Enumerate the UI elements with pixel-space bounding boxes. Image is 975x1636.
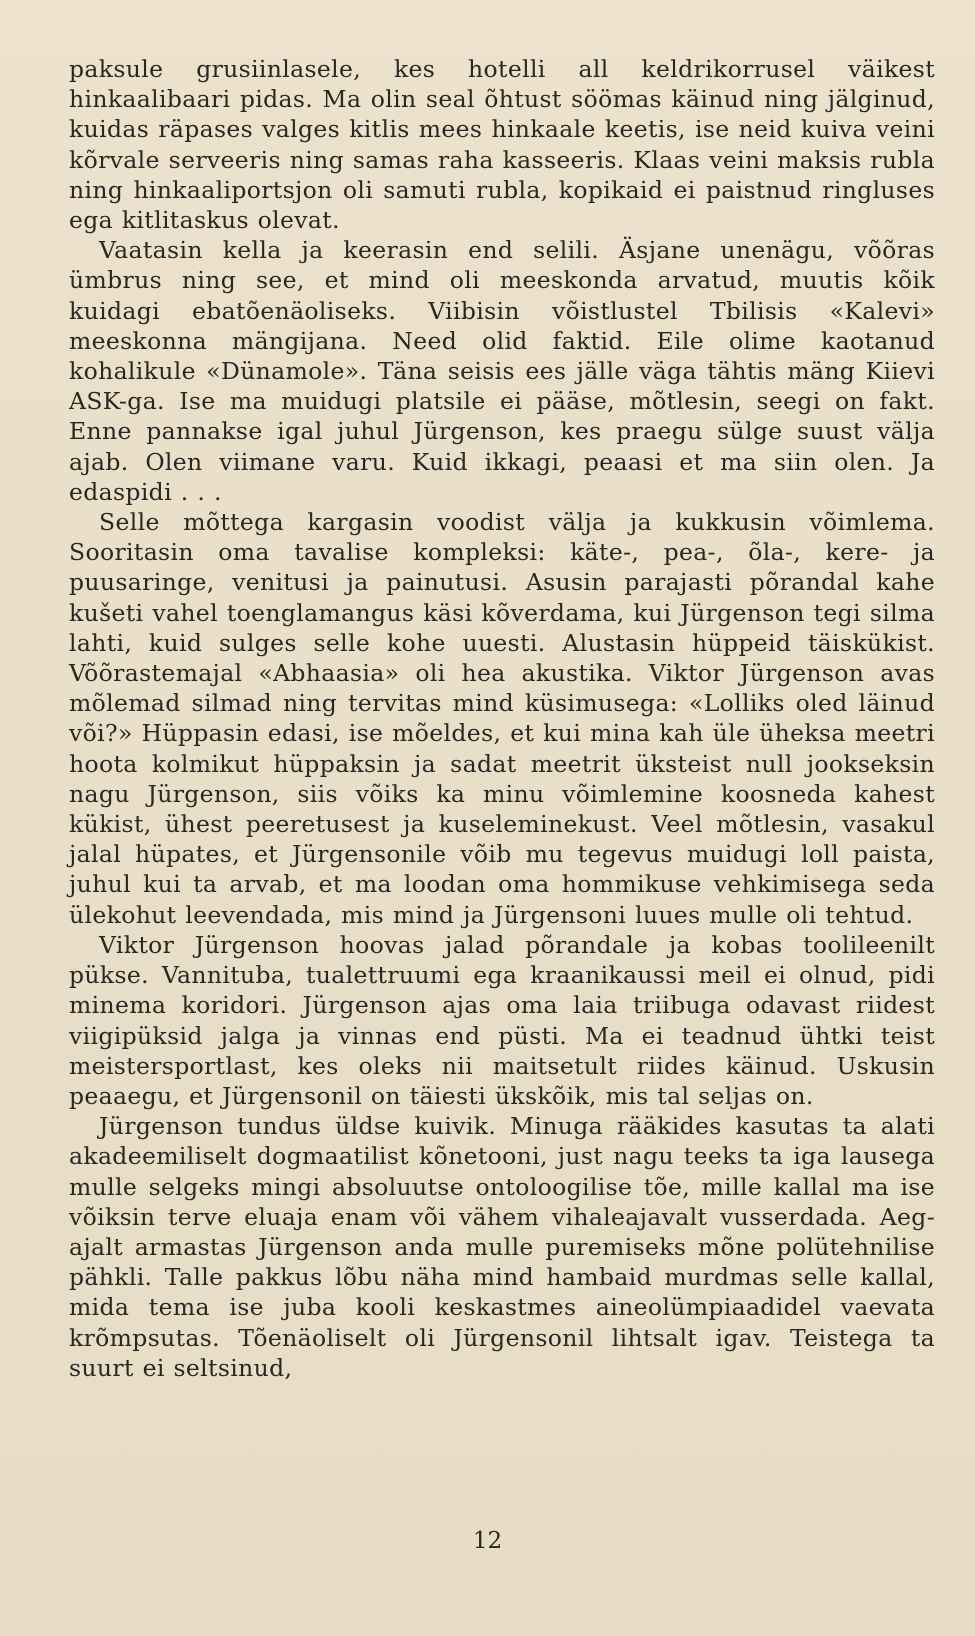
paragraph: Viktor Jürgenson hoovas jalad põrandale ja kobas toolileenilt pükse. Vannituba, tualettruumi ega kraanikaussi meil ei olnud, pidi minema koridori. Jürgenson ajas oma laia triibuga odavast riidest viigipüksid jalga ja vinnas end püsti. Ma ei teadnud ühtki teist meistersportlast, kes oleks nii maitsetult riides käinud. Uskusin peaaegu, et Jürgensonil on täiesti ükskõik, mis tal seljas on. bbox=[69, 930, 935, 1110]
paragraph: Vaatasin kella ja keerasin end selili. Äsjane unenägu, võõras ümbrus ning see, et mind oli meeskonda arvatud, muutis kõik kuidagi ebatõenäoliseks. Viibisin võistlustel Tbilisis «Kalevi» meeskonna mängijana. Need olid faktid. Eile olime kaotanud kohalikule «Dünamole». Täna seisis ees jälle väga tähtis mäng Kiievi ASK-ga. Ise ma muidugi platsile ei pääse, mõtlesin, seegi on fakt. Enne pannakse igal juhul Jürgenson, kes praegu sülge suust välja ajab. Olen viimane varu. Kuid ikkagi, peaasi et ma siin olen. Ja edaspidi . . . bbox=[69, 236, 935, 506]
paragraph: Jürgenson tundus üldse kuivik. Minuga rääkides kasutas ta alati akadeemiliselt dogmaatilist kõnetooni, just nagu teeks ta iga lausega mulle selgeks mingi absoluutse ontoloogilise tõe, mille kallal ma ise võiksin terve eluaja enam või vähem vihaleajavalt vusserdada. Aeg-ajalt armastas Jürgenson anda mulle puremiseks mõne polütehnilise pähkli. Talle pakkus lõbu näha mind hambaid murdmas selle kallal, mida tema ise juba kooli keskastmes aineolümpiaadidel vaevata krõmpsutas. Tõenäoliselt oli Jürgensonil lihtsalt igav. Teistega ta suurt ei seltsinud, bbox=[69, 1112, 935, 1382]
body-text bbox=[69, 54, 935, 1383]
page-number: 12 bbox=[472, 1528, 503, 1554]
paragraph: paksule grusiinlasele, kes hotelli all keldrikorrusel väikest hinkaalibaari pidas. Ma olin seal õhtust söömas käinud ning jälginud, kuidas räpases valges kitlis mees hinkaale keetis, ise neid kuiva veini kõrvale serveeris ning samas raha kasseeris. Klaas veini maksis rubla ning hinkaaliportsjon oli samuti rubla, kopikaid ei paistnud ringluses ega kitlitaskus olevat. bbox=[69, 55, 935, 235]
paragraph: Selle mõttega kargasin voodist välja ja kukkusin võimlema. Sooritasin oma tavalise kompleksi: käte-, pea-, õla-, kere- ja puusaringe, venitusi ja painutusi. Asusin parajasti põrandal kahe kušeti vahel toenglamangus käsi kõverdama, kui Jürgenson tegi silma lahti, kuid sulges selle kohe uuesti. Alustasin hüppeid täiskükist. Võõrastemajal «Abhaasia» oli hea akustika. Viktor Jürgenson avas mõlemad silmad ning tervitas mind küsimusega: «Lolliks oled läinud või?» Hüppasin edasi, ise mõeldes, et kui mina kah üle üheksa meetri hoota kolmikut hüppaksin ja sadat meetrit üksteist null jookseksin nagu Jürgenson, siis võiks ka minu võimlemine koosneda kahest kükist, ühest peeretusest ja kuseleminekust. Veel mõtlesin, vasakul jalal hüpates, et Jürgensonile võib mu tegevus muidugi loll paista, juhul kui ta arvab, et ma loodan oma hommikuse vehkimisega seda ülekohut leevendada, mis mind ja Jürgensoni luues mulle oli tehtud. bbox=[69, 508, 935, 929]
